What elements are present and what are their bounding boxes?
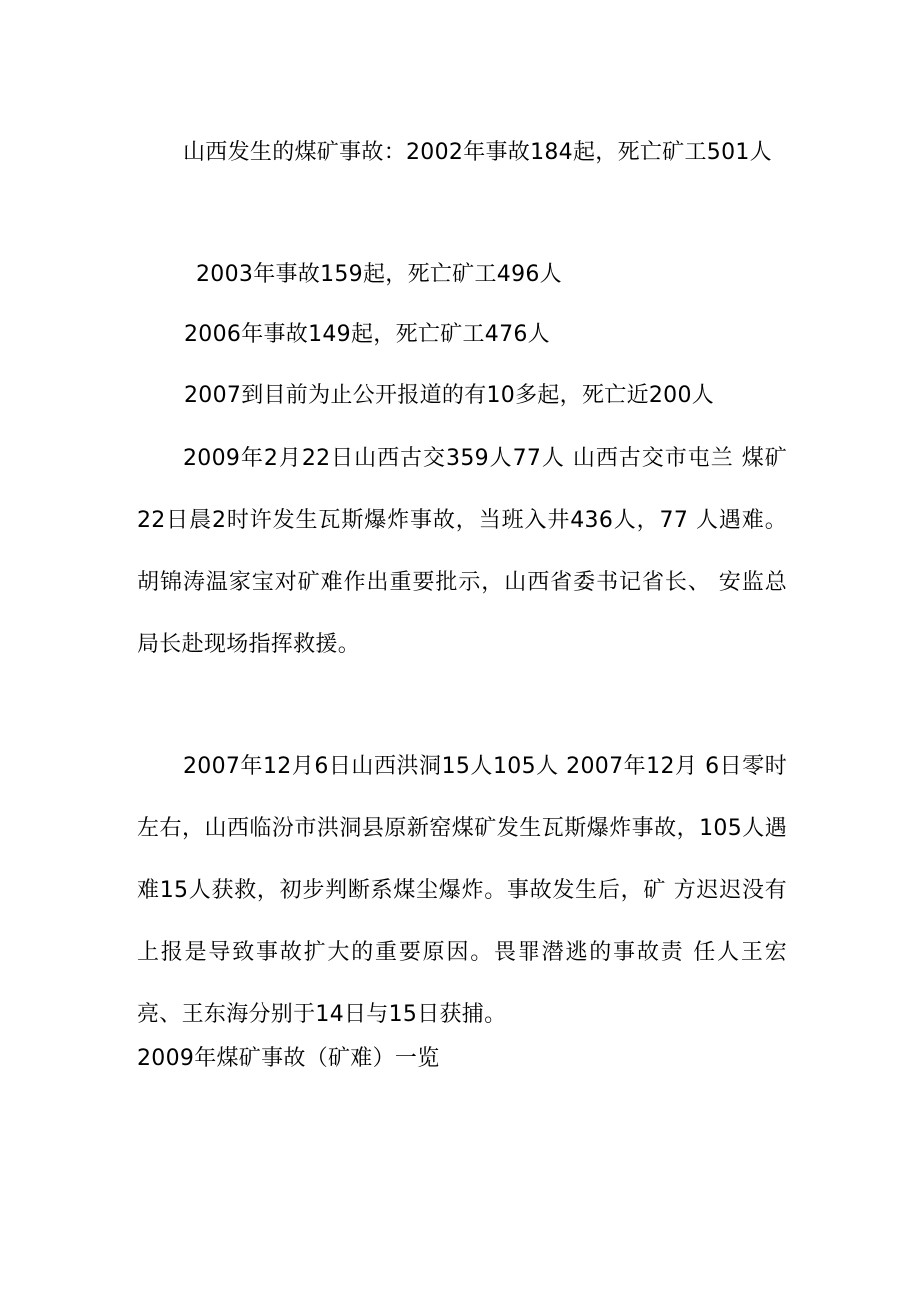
paragraph-2007-hongdong-accident: 2007年12月6日山西洪洞15人105人 2007年12月 6日零时左右，山西临汾市洪洞县原新窑煤矿发生瓦斯爆炸事故，105人遇难15人获救，初步判断系煤尘爆炸。事故发生后，矿 方迟迟没有上报是导致事故扩大的重要原因。畏罪潜逃的事故责 任人王宏亮、王东海分别于14日与15日获捕。: [137, 754, 787, 1027]
line-2003-accidents: 2003年事故159起，死亡矿工496人: [196, 262, 562, 287]
paragraph-2009-gujiao-accident: 2009年2月22日山西古交359人77人 山西古交市屯兰 煤矿22日晨2时许发生瓦斯爆炸事故，当班入井436人，77 人遇难。胡锦涛温家宝对矿难作出重要批示，山西省委书记省长、 安监总局长赴现场指挥救援。: [137, 446, 787, 657]
paragraph-2002-accidents: 山西发生的煤矿事故：2002年事故184起，死亡矿工501人: [183, 140, 772, 165]
line-2006-accidents: 2006年事故149起，死亡矿工476人: [184, 322, 550, 347]
closing-section-title: 2009年煤矿事故（矿难）一览: [137, 1046, 440, 1071]
line-2007-accidents: 2007到目前为止公开报道的有10多起，死亡近200人: [184, 383, 715, 408]
